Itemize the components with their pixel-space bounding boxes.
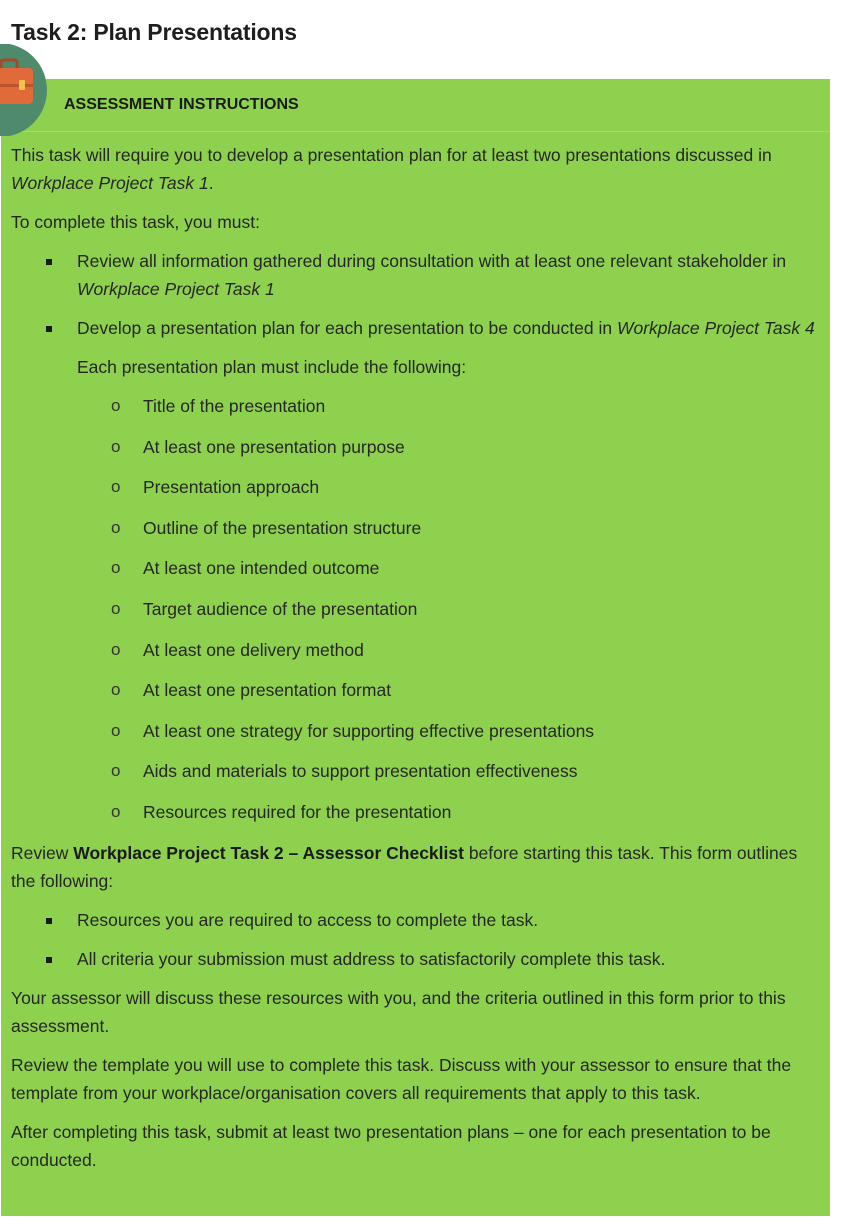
list-item: o Title of the presentation xyxy=(111,396,326,416)
intro-paragraph: This task will require you to develop a presentation plan for at least two presentations discussed in Workplace Project Task 1. xyxy=(11,145,772,193)
assessor-paragraph: Your assessor will discuss these resources with you, and the criteria outlined in this form prior to this assessment. xyxy=(11,987,786,1036)
panel-header xyxy=(1,79,830,132)
checklist-outline-list xyxy=(11,906,823,973)
briefcase-icon xyxy=(0,44,49,136)
list-item: o Resources required for the presentation xyxy=(111,801,452,822)
list-item: o At least one presentation format xyxy=(111,680,392,701)
must-intro: To complete this task, you must: xyxy=(11,212,260,232)
list-item: o Outline of the presentation structure xyxy=(111,517,422,538)
list-item: o Presentation approach xyxy=(111,477,320,498)
template-paragraph: Review the template you will use to complete this task. Discuss with your assessor to ensure that the template from your workplace/organisation covers all requirements that apply to this task. xyxy=(11,1054,792,1103)
list-item: Resources you are required to access to complete the task. xyxy=(11,906,823,934)
list-item: o At least one strategy for supporting effective presentations xyxy=(111,720,595,741)
list-item: All criteria your submission must address to satisfactorily complete this task. xyxy=(11,945,823,973)
review-paragraph: Review Workplace Project Task 2 – Assessor Checklist before starting this task. This form outlines the following: xyxy=(11,842,798,891)
list-item: o At least one delivery method xyxy=(111,639,364,660)
list-item: o Aids and materials to support presentation effectiveness xyxy=(111,761,578,782)
list-item: Develop a presentation plan for each presentation to be conducted in Workplace Project Task 4 xyxy=(11,314,823,342)
plan-items-list xyxy=(11,392,823,827)
list-item: o At least one presentation purpose xyxy=(111,436,405,457)
plan-intro: Each presentation plan must include the following: xyxy=(77,357,467,377)
list-item: o At least one intended outcome xyxy=(111,558,380,579)
requirements-list xyxy=(11,247,823,342)
page-title: Task 2: Plan Presentations xyxy=(11,19,297,46)
list-item: Review all information gathered during consultation with at least one relevant stakeholder in Workplace Project Task 1 xyxy=(11,247,823,303)
submit-paragraph: After completing this task, submit at least two presentation plans – one for each presentation to be conducted. xyxy=(11,1121,771,1170)
panel-header-title: ASSESSMENT INSTRUCTIONS xyxy=(64,96,299,113)
instructions-content xyxy=(11,141,823,1185)
list-item: o Target audience of the presentation xyxy=(111,598,418,619)
